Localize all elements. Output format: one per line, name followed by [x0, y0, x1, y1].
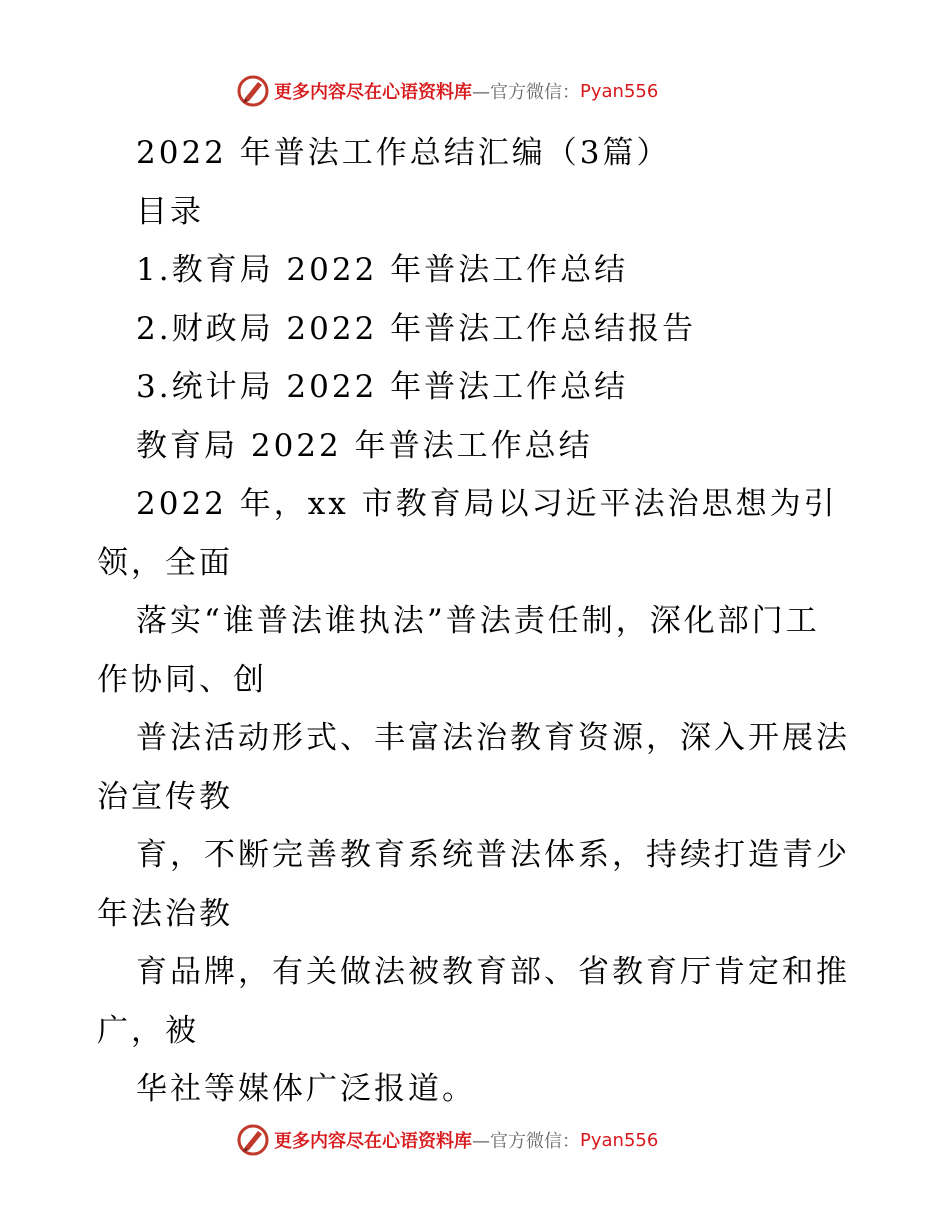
pen-in-circle-icon	[236, 74, 270, 108]
paragraph-line: 育品牌，有关做法被教育部、省教育厅肯定和推	[136, 954, 850, 990]
watermark-title: 更多内容尽在心语资料库	[274, 82, 472, 103]
watermark-separator: —官方微信：	[472, 1131, 580, 1152]
paragraph-line: 普法活动形式、丰富法治教育资源，深入开展法	[136, 720, 850, 756]
watermark-wechat-id: Pyan556	[580, 1129, 659, 1151]
toc-item-1: 1.教育局 2022 年普法工作总结	[136, 252, 629, 288]
section-heading: 教育局 2022 年普法工作总结	[136, 427, 593, 464]
watermark-separator: —官方微信：	[472, 82, 580, 103]
header-watermark	[236, 74, 658, 108]
paragraph-line: 2022 年，xx 市教育局以习近平法治思想为引	[136, 486, 838, 522]
toc-item-3: 3.统计局 2022 年普法工作总结	[136, 369, 629, 405]
paragraph-line: 育，不断完善教育系统普法体系，持续打造青少	[136, 837, 850, 873]
paragraph-line: 作协同、创	[97, 661, 267, 698]
paragraph-line: 年法治教	[97, 895, 233, 932]
watermark-title: 更多内容尽在心语资料库	[274, 1131, 472, 1152]
watermark-wechat-id: Pyan556	[580, 80, 659, 102]
paragraph-line: 领，全面	[97, 544, 233, 581]
document-body	[97, 124, 857, 1119]
pen-in-circle-icon	[236, 1123, 270, 1157]
paragraph-line: 落实“谁普法谁执法”普法责任制，深化部门工	[136, 603, 820, 639]
footer-watermark	[236, 1123, 658, 1157]
paragraph-line: 华社等媒体广泛报道。	[136, 1071, 476, 1107]
paragraph-line: 广，被	[97, 1012, 199, 1049]
document-title: 2022 年普法工作总结汇编（3篇）	[136, 135, 671, 171]
toc-heading: 目录	[136, 193, 204, 230]
paragraph-line: 治宣传教	[97, 778, 233, 815]
toc-item-2: 2.财政局 2022 年普法工作总结报告	[136, 310, 697, 347]
